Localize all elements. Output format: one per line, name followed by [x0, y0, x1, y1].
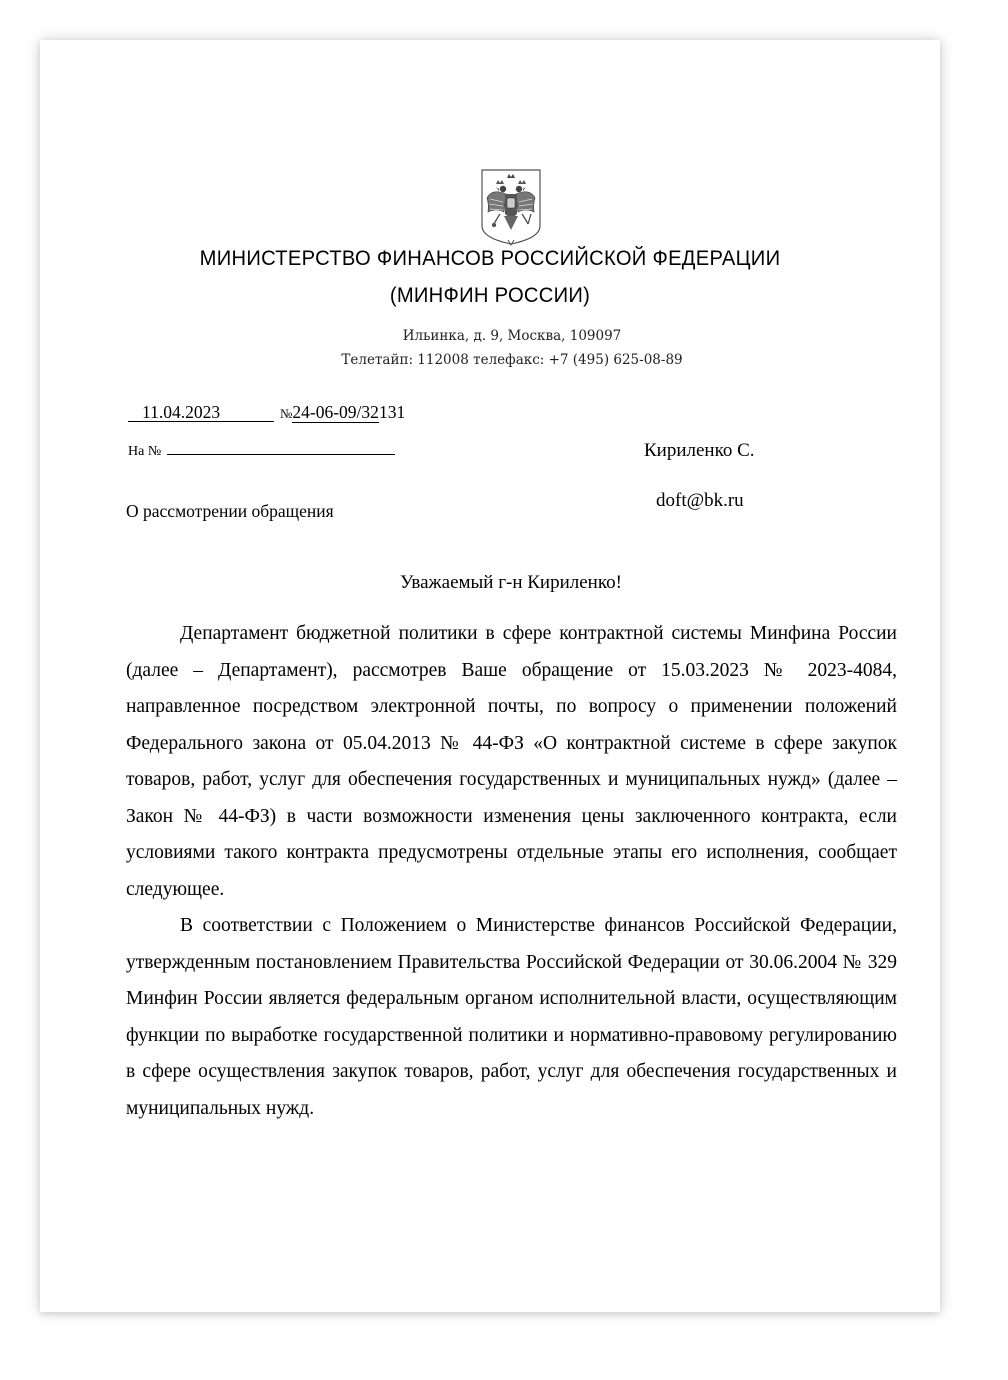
body-paragraph: Департамент бюджетной политики в сфере контрактной системы Минфина России (далее – Департамент), рассмотрев Ваше обращение от 15.03.2023 № 2023-4084, направленное посредством электронной почты, по вопросу о применении положений Федерального закона от 05.04.2013 № 44-ФЗ «О контрактной системе в сфере закупок товаров, работ, услуг для обеспечения государственных и муниципальных нужд» (далее – Закон № 44-ФЗ) в части возможности изменения цены заключенного контракта, если условиями такого контракта предусмотрены отдельные этапы его исполнения, сообщает следующее. [126, 623, 897, 900]
letter-body [126, 616, 897, 1127]
registration-line [128, 402, 405, 423]
ministry-short-name: (МИНФИН РОССИИ) [389, 284, 591, 307]
letter-number: 24-06-09/32 [292, 402, 379, 422]
letter-number-suffix: 131 [378, 402, 406, 422]
addressee-name: Кириленко С. [644, 440, 755, 461]
number-sign: № [280, 406, 293, 421]
letter-page [40, 40, 940, 1312]
reply-reference-line [128, 440, 395, 460]
ministry-address: Ильинка, д. 9, Москва, 109097 [402, 328, 622, 344]
coat-of-arms-icon [478, 168, 544, 246]
body-paragraph: В соответствии с Положением о Министерстве финансов Российской Федерации, утвержденным постановлением Правительства Российской Федерации от 30.06.2004 № 329 Минфин России является федеральным органом исполнительной власти, осуществляющим функции по выработке государственной политики и нормативно-правовому регулированию в сфере осуществления закупок товаров, работ, услуг для обеспечения государственных и муниципальных нужд. [126, 915, 897, 1119]
addressee-block [644, 426, 755, 526]
ministry-contacts: Телетайп: 112008 телефакс: +7 (495) 625-08-89 [341, 352, 683, 368]
addressee-email: doft@bk.ru [656, 490, 744, 511]
salutation: Уважаемый г-н Кириленко! [400, 572, 622, 593]
letter-date: 11.04.2023 [128, 403, 274, 422]
letter-subject: О рассмотрении обращения [126, 501, 334, 521]
ministry-name: МИНИСТЕРСТВО ФИНАНСОВ РОССИЙСКОЙ ФЕДЕРАЦИИ [199, 247, 781, 270]
reply-reference-label: На № [128, 444, 162, 459]
reply-reference-blank [167, 440, 395, 455]
